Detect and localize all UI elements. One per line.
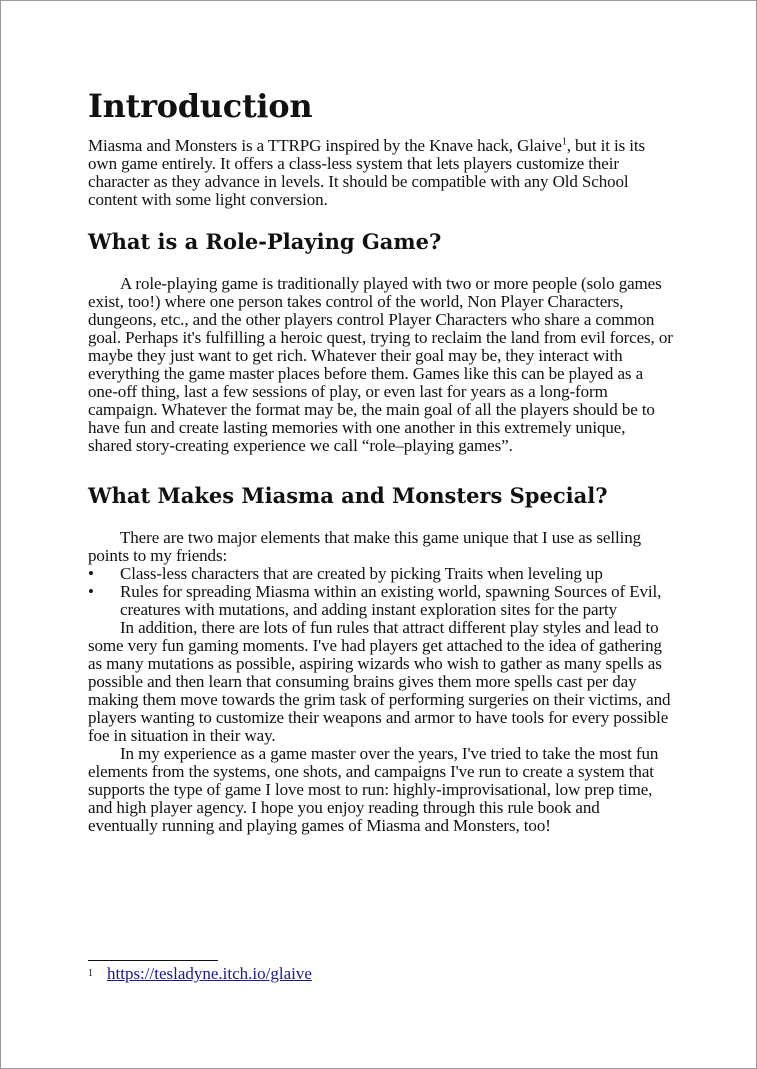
footnote-number: 1 — [88, 968, 93, 979]
intro-text-start: Miasma and Monsters is a TTRPG inspired by the Knave hack, Glaive — [88, 136, 562, 155]
footnote — [88, 965, 312, 983]
list-item-text: Rules for spreading Miasma within an existing world, spawning Sources of Evil, creatures with mutations, and adding instant exploration sites for the party — [120, 582, 662, 619]
special-paragraph-3: In my experience as a game master over the years, I've tried to take the most fun elements from the systems, one shots, and campaigns I've run to create a system that supports the type of game I love most to run: highly-improvisational, low prep time, and high player agency. I hope you enjoy reading through this rule book and eventually running and playing games of Miasma and Monsters, too! — [88, 744, 659, 835]
page-title: Introduction — [88, 87, 313, 125]
footnote-divider — [88, 960, 218, 961]
page-content — [88, 87, 673, 835]
section-heading-special: What Makes Miasma and Monsters Special? — [88, 483, 608, 508]
footnote-reference[interactable]: 1 — [561, 136, 567, 148]
special-paragraph-2: In addition, there are lots of fun rules that attract different play styles and lead to some very fun gaming moments. I've had players get attached to the idea of gathering as many mutations as possible, aspiring wizards who wish to gather as many spells as possible and then learn that consuming brains gives them more spells cast per day making them move towards the grim task of performing surgeries on their victims, and players wanting to customize their weapons and armor to have tools for every possible foe in situation in their way. — [88, 618, 671, 745]
special-paragraph-1: There are two major elements that make this game unique that I use as selling points to my friends: — [88, 528, 642, 565]
intro-paragraph — [88, 137, 673, 209]
list-item — [88, 583, 673, 619]
section-heading-rpg: What is a Role-Playing Game? — [88, 229, 442, 254]
bullet-marker: • — [88, 582, 94, 601]
list-item — [88, 565, 673, 583]
list-item-text: Class-less characters that are created by picking Traits when leveling up — [120, 564, 603, 583]
feature-list — [88, 565, 673, 619]
bullet-marker: • — [88, 564, 94, 583]
footnote-link[interactable]: https://tesladyne.itch.io/glaive — [107, 964, 312, 983]
intro-text-end: , but it is its own game entirely. It offers a class-less system that lets players customize their character as they advance in levels. It should be compatible with any Old School content with some light conversion. — [88, 136, 646, 209]
rpg-paragraph: A role-playing game is traditionally played with two or more people (solo games exist, too!) where one person takes control of the world, Non Player Characters, dungeons, etc., and the other players control Player Characters who share a common goal. Perhaps it's fulfilling a heroic quest, trying to reclaim the land from evil forces, or maybe they just want to get rich. Whatever their goal may be, they interact with everything the game master places before them. Games like this can be played as a one-off thing, last a few sessions of play, or even last for years as a long-form campaign. Whatever the format may be, the main goal of all the players should be to have fun and create lasting memories with one another in this extremely unique, shared story-creating experience we call “role–playing games”. — [88, 274, 673, 455]
